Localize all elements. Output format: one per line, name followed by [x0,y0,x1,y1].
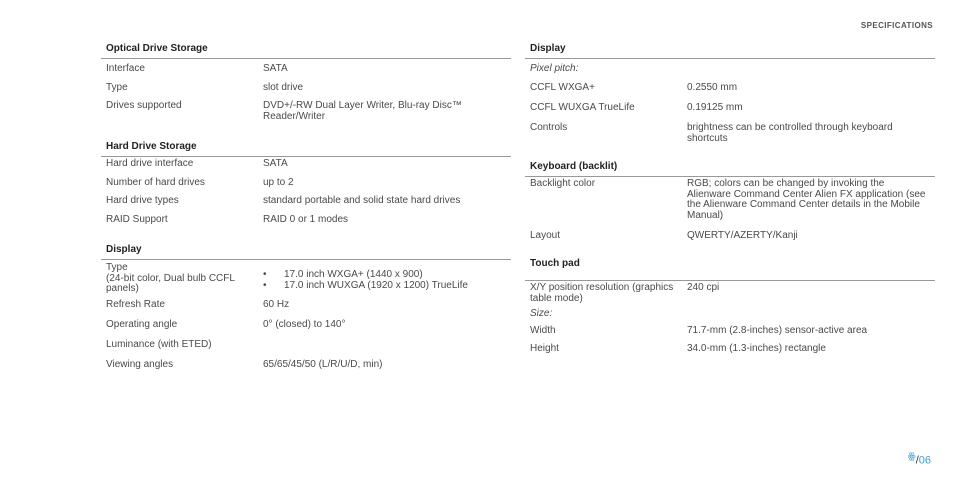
page-number [908,451,931,467]
spec-key [106,263,263,297]
spec-row [101,101,511,125]
section-title: Keyboard (backlit) [525,160,935,177]
section-title: Display [101,243,511,260]
spec-row [525,103,935,117]
section-title: Optical Drive Storage [101,42,511,59]
spec-value: QWERTY/AZERTY/Kanji [687,230,798,241]
spec-row [101,320,511,334]
display-section-left [101,243,511,374]
spec-row [101,178,511,192]
spec-key: Operating angle [106,319,178,330]
spec-row [101,196,511,210]
spec-row [101,64,511,78]
spec-value: SATA [263,158,288,169]
spec-key: Backlight color [530,178,596,189]
spec-key: Controls [530,122,568,133]
spec-key: Hard drive types [106,195,179,206]
spec-row [101,159,511,173]
spec-value: 0° (closed) to 140° [263,319,346,330]
spec-value: 0.19125 mm [687,102,743,113]
spec-value: slot drive [263,82,304,93]
left-column [101,42,511,374]
section-title: Display [525,42,935,59]
spec-value: 60 Hz [263,299,290,310]
spec-value [263,263,506,297]
spec-key: Refresh Rate [106,299,165,310]
spec-value: 0.2550 mm [687,82,738,93]
spec-value: RGB; colors can be changed by invoking the Alienware Command Center Alien FX application (see the Alienware Command Center details in the Mobile Manual) [687,178,926,221]
spec-value: brightness can be controlled through keyboard shortcuts [687,122,893,144]
spec-key: CCFL WUXGA TrueLife [530,102,635,113]
spec-key: Width [530,325,556,336]
type-sublabel: (24-bit color, Dual bulb CCFL panels) [106,272,235,294]
spec-value: up to 2 [263,177,294,188]
spec-row [525,231,935,245]
page-header-title: SPECIFICATIONS [860,21,933,30]
spec-row [525,83,935,97]
spec-row [525,283,935,307]
spec-value: 34.0-mm (1.3-inches) rectangle [687,343,826,354]
page-number-value: 06 [918,454,931,467]
spec-key: Number of hard drives [106,177,205,188]
spec-row [101,83,511,97]
spec-row [101,340,511,354]
spec-key: Layout [530,230,561,241]
spec-row [525,326,935,340]
display-section-right [525,42,935,147]
spec-key: Drives supported [106,100,182,111]
spec-value: DVD+/-RW Dual Layer Writer, Blu-ray Disc™ Reader/Writer [263,100,462,122]
spec-value: SATA [263,63,288,74]
spec-key: RAID Support [106,214,168,225]
list-item: • 17.0 inch WXGA+ (1440 x 900) [263,270,506,281]
spec-value: standard portable and solid state hard drives [263,195,461,206]
spec-row [101,300,511,314]
spec-key: Viewing angles [106,359,174,370]
optical-drive-section [101,42,511,125]
spec-key: CCFL WXGA+ [530,82,595,93]
spec-key: Interface [106,63,145,74]
spec-value: 65/65/45/50 (L/R/U/D, min) [263,359,383,370]
spec-row [525,179,935,225]
right-column [525,42,935,358]
spec-row [101,360,511,374]
touchpad-section [525,257,935,358]
hard-drive-section [101,140,511,229]
spec-row [525,344,935,358]
page-slash: / [915,454,919,467]
spec-row [101,263,511,297]
spec-value [263,340,506,354]
spec-key: Type [106,82,128,93]
section-title: Hard Drive Storage [101,140,511,157]
keyboard-section [525,160,935,245]
spec-key: Height [530,343,559,354]
alien-head-icon: ꙮ [907,451,916,461]
pixel-pitch-label: Pixel pitch: [530,63,579,74]
spec-value: 71.7-mm (2.8-inches) sensor-active area [687,325,868,336]
list-item: • 17.0 inch WUXGA (1920 x 1200) TrueLife [263,281,506,292]
spec-row [525,123,935,147]
spec-row [101,215,511,229]
section-title: Touch pad [525,257,935,281]
spec-value: RAID 0 or 1 modes [263,214,349,225]
type-label: Type [106,262,128,273]
spec-value: 240 cpi [687,282,720,293]
spec-key: Luminance (with ETED) [106,339,212,350]
spec-key: X/Y position resolution (graphics table mode) [530,282,674,304]
panel-options-list [263,270,506,291]
size-label: Size: [530,308,553,319]
spec-key: Hard drive interface [106,158,194,169]
